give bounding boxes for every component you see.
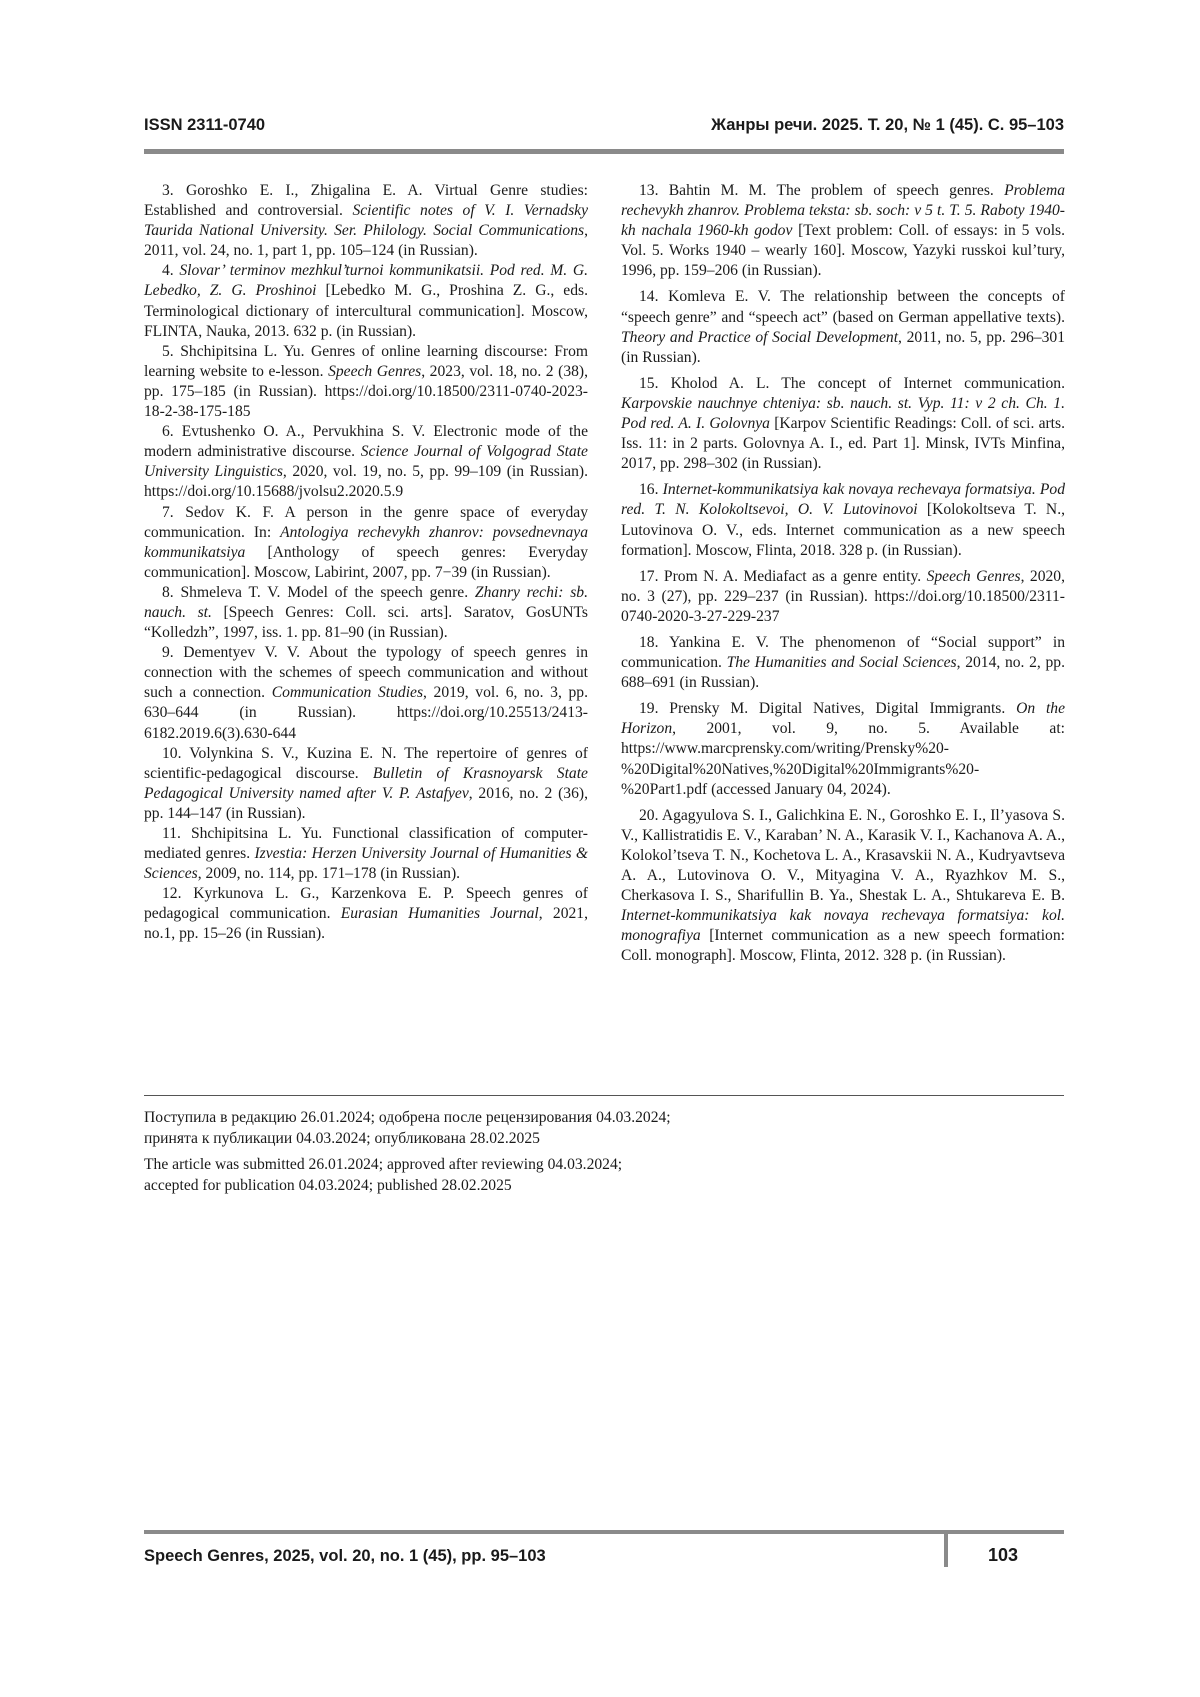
reference-item: 18. Yankina E. V. The phenomenon of “Social support” in communication. The Humanities and Social Sciences, 2014, no. 2, pp. 688–691 (in Russian). [621, 633, 1065, 692]
reference-item: 10. Volynkina S. V., Kuzina E. N. The repertoire of genres of scientific-pedagogical discourse. Bulletin of Krasnoyarsk State Pedagogical University named after V. P. Astafyev, 2016, no. 2 (36), pp. 144–147 (in Russian). [144, 744, 588, 822]
note-en-line-2: accepted for publication 04.03.2024; published 28.02.2025 [144, 1176, 512, 1194]
reference-item: 6. Evtushenko O. A., Pervukhina S. V. Electronic mode of the modern administrative discourse. Science Journal of Volgograd State University Linguistics, 2020, vol. 19, no. 5, pp. 99–109 (in Russian). https://doi.org/10.15688/jvolsu2.2020.5.9 [144, 423, 588, 501]
reference-item: 14. Komleva E. V. The relationship between the concepts of “speech genre” and “speech act” (based on German appellative texts). Theory and Practice of Social Development, 2011, no. 5, pp. 296–301 (in Russian). [621, 288, 1065, 366]
footer-journal-citation: Speech Genres, 2025, vol. 20, no. 1 (45), pp. 95–103 [144, 1547, 546, 1565]
reference-item: 8. Shmeleva T. V. Model of the speech genre. Zhanry rechi: sb. nauch. st. [Speech Genres: Coll. sci. arts]. Saratov, GosUNTs “Kolledzh”, 1997, iss. 1. pp. 81–90 (in Russian). [144, 583, 588, 642]
reference-item: 3. Goroshko E. I., Zhigalina E. A. Virtual Genre studies: Established and controversial. Scientific notes of V. I. Vernadsky Taurida National University. Ser. Philology. Social Communications, 2011, vol. 24, no. 1, part 1, pp. 105–124 (in Russian). [144, 182, 589, 260]
issn-label: ISSN 2311-0740 [144, 116, 266, 134]
page-number: 103 [988, 1545, 1019, 1565]
reference-item: 19. Prensky M. Digital Natives, Digital Immigrants. On the Horizon, 2001, vol. 9, no. 5. Available at: https://www.marcprensky.com/writing/Prensky%20-%20Digital%20Natives,%20Digital%20Immigrants%20-%20Part1.pdf (accessed January 04, 2024). [621, 700, 1065, 798]
reference-item: 20. Agagyulova S. I., Galichkina E. N., Goroshko E. I., Il’yasova S. V., Kallistratidis E. V., Karaban’ N. A., Karasik V. I., Kachanova A. A., Kolokol’tseva T. N., Kochetova L. A., Krasavskii N. A., Kudryavtseva A. A., Lutovinova O. V., Mityagina V. A., Ryazhkov M. S., Cherkasova I. S., Sharifullin B. Ya., Shestak L. A., Shtukareva E. B. Internet-kommunikatsiya kak novaya rechevaya formatsiya: kol. monografiya [Internet communication as a new speech formation: Coll. monograph]. Moscow, Flinta, 2012. 328 p. (in Russian). [621, 806, 1065, 965]
footer-rule [144, 1530, 1064, 1534]
journal-citation-header: Жанры речи. 2025. Т. 20, № 1 (45). С. 95–103 [711, 116, 1064, 134]
reference-item: 15. Kholod A. L. The concept of Internet communication. Karpovskie nauchnye chteniya: sb. nauch. st. Vyp. 11: v 2 ch. Ch. 1. Pod red. A. I. Golovnya [Karpov Scientific Readings: Coll. of sci. arts. Iss. 11: in 2 parts. Golovnya A. I., ed. Part 1]. Minsk, IVTs Minfina, 2017, pp. 298–302 (in Russian). [621, 374, 1065, 473]
reference-item: 9. Dementyev V. V. About the typology of speech genres in connection with the schemes of speech communication and without such a connection. Communication Studies, 2019, vol. 6, no. 3, pp. 630–644 (in Russian). https://doi.org/10.25513/2413-6182.2019.6(3).630-644 [144, 644, 589, 742]
footer-separator [944, 1530, 948, 1567]
note-ru-line-2: принята к публикации 04.03.2024; опубликована 28.02.2025 [144, 1129, 540, 1147]
reference-item: 12. Kyrkunova L. G., Karzenkova E. P. Speech genres of pedagogical communication. Eurasian Humanities Journal, 2021, no.1, pp. 15–26 (in Russian). [144, 885, 588, 943]
notes-divider [144, 1095, 1064, 1096]
references-right-column [621, 181, 1065, 972]
reference-item: 16. Internet-kommunikatsiya kak novaya rechevaya formatsiya. Pod red. T. N. Kolokoltsevoi, O. V. Lutovinovoi [Kolokoltseva T. N., Lutovinova O. V., eds. Internet communication as a new speech formation]. Moscow, Flinta, 2018. 328 p. (in Russian). [621, 481, 1066, 559]
reference-item: 4. Slovar’ terminov mezhkul’turnoi kommunikatsii. Pod red. M. G. Lebedko, Z. G. Proshinoi [Lebedko M. G., Proshina Z. G., eds. Terminological dictionary of intercultural communication]. Moscow, FLINTA, Nauka, 2013. 632 p. (in Russian). [144, 262, 588, 340]
reference-item: 5. Shchipitsina L. Yu. Genres of online learning discourse: From learning website to e-lesson. Speech Genres, 2023, vol. 18, no. 2 (38), pp. 175–185 (in Russian). https://doi.org/10.18500/2311-0740-2023-18-2-38-175-185 [144, 342, 589, 421]
reference-item: 13. Bahtin M. M. The problem of speech genres. Problema rechevykh zhanrov. Problema teksta: sb. soch: v 5 t. T. 5. Raboty 1940-kh nachala 1960-kh godov [Text problem: Coll. of essays: in 5 vols. Vol. 5. Works 1940 – wearly 160]. Moscow, Yazyki russkoi kul’tury, 1996, pp. 159–206 (in Russian). [621, 182, 1065, 280]
references-left-column [144, 181, 588, 945]
note-ru-line-1: Поступила в редакцию 26.01.2024; одобрена после рецензирования 04.03.2024; [144, 1109, 671, 1126]
note-en-line-1: The article was submitted 26.01.2024; approved after reviewing 04.03.2024; [144, 1156, 623, 1173]
reference-item: 11. Shchipitsina L. Yu. Functional classification of computer-mediated genres. Izvestia: Herzen University Journal of Humanities & Sciences, 2009, no. 114, pp. 171–178 (in Russian). [144, 825, 588, 883]
reference-item: 7. Sedov K. F. A person in the genre space of everyday communication. In: Antologiya rechevykh zhanrov: povsednevnaya kommunikatsiya [Anthology of speech genres: Everyday communication]. Moscow, Labirint, 2007, pp. 7−39 (in Russian). [144, 503, 588, 581]
submission-notes [144, 1108, 671, 1196]
header-rule [144, 149, 1064, 154]
running-header [144, 110, 1064, 140]
reference-item: 17. Prom N. A. Mediafact as a genre entity. Speech Genres, 2020, no. 3 (27), pp. 229–237 (in Russian). https://doi.org/10.18500/2311-0740-2020-3-27-229-237 [621, 567, 1065, 625]
